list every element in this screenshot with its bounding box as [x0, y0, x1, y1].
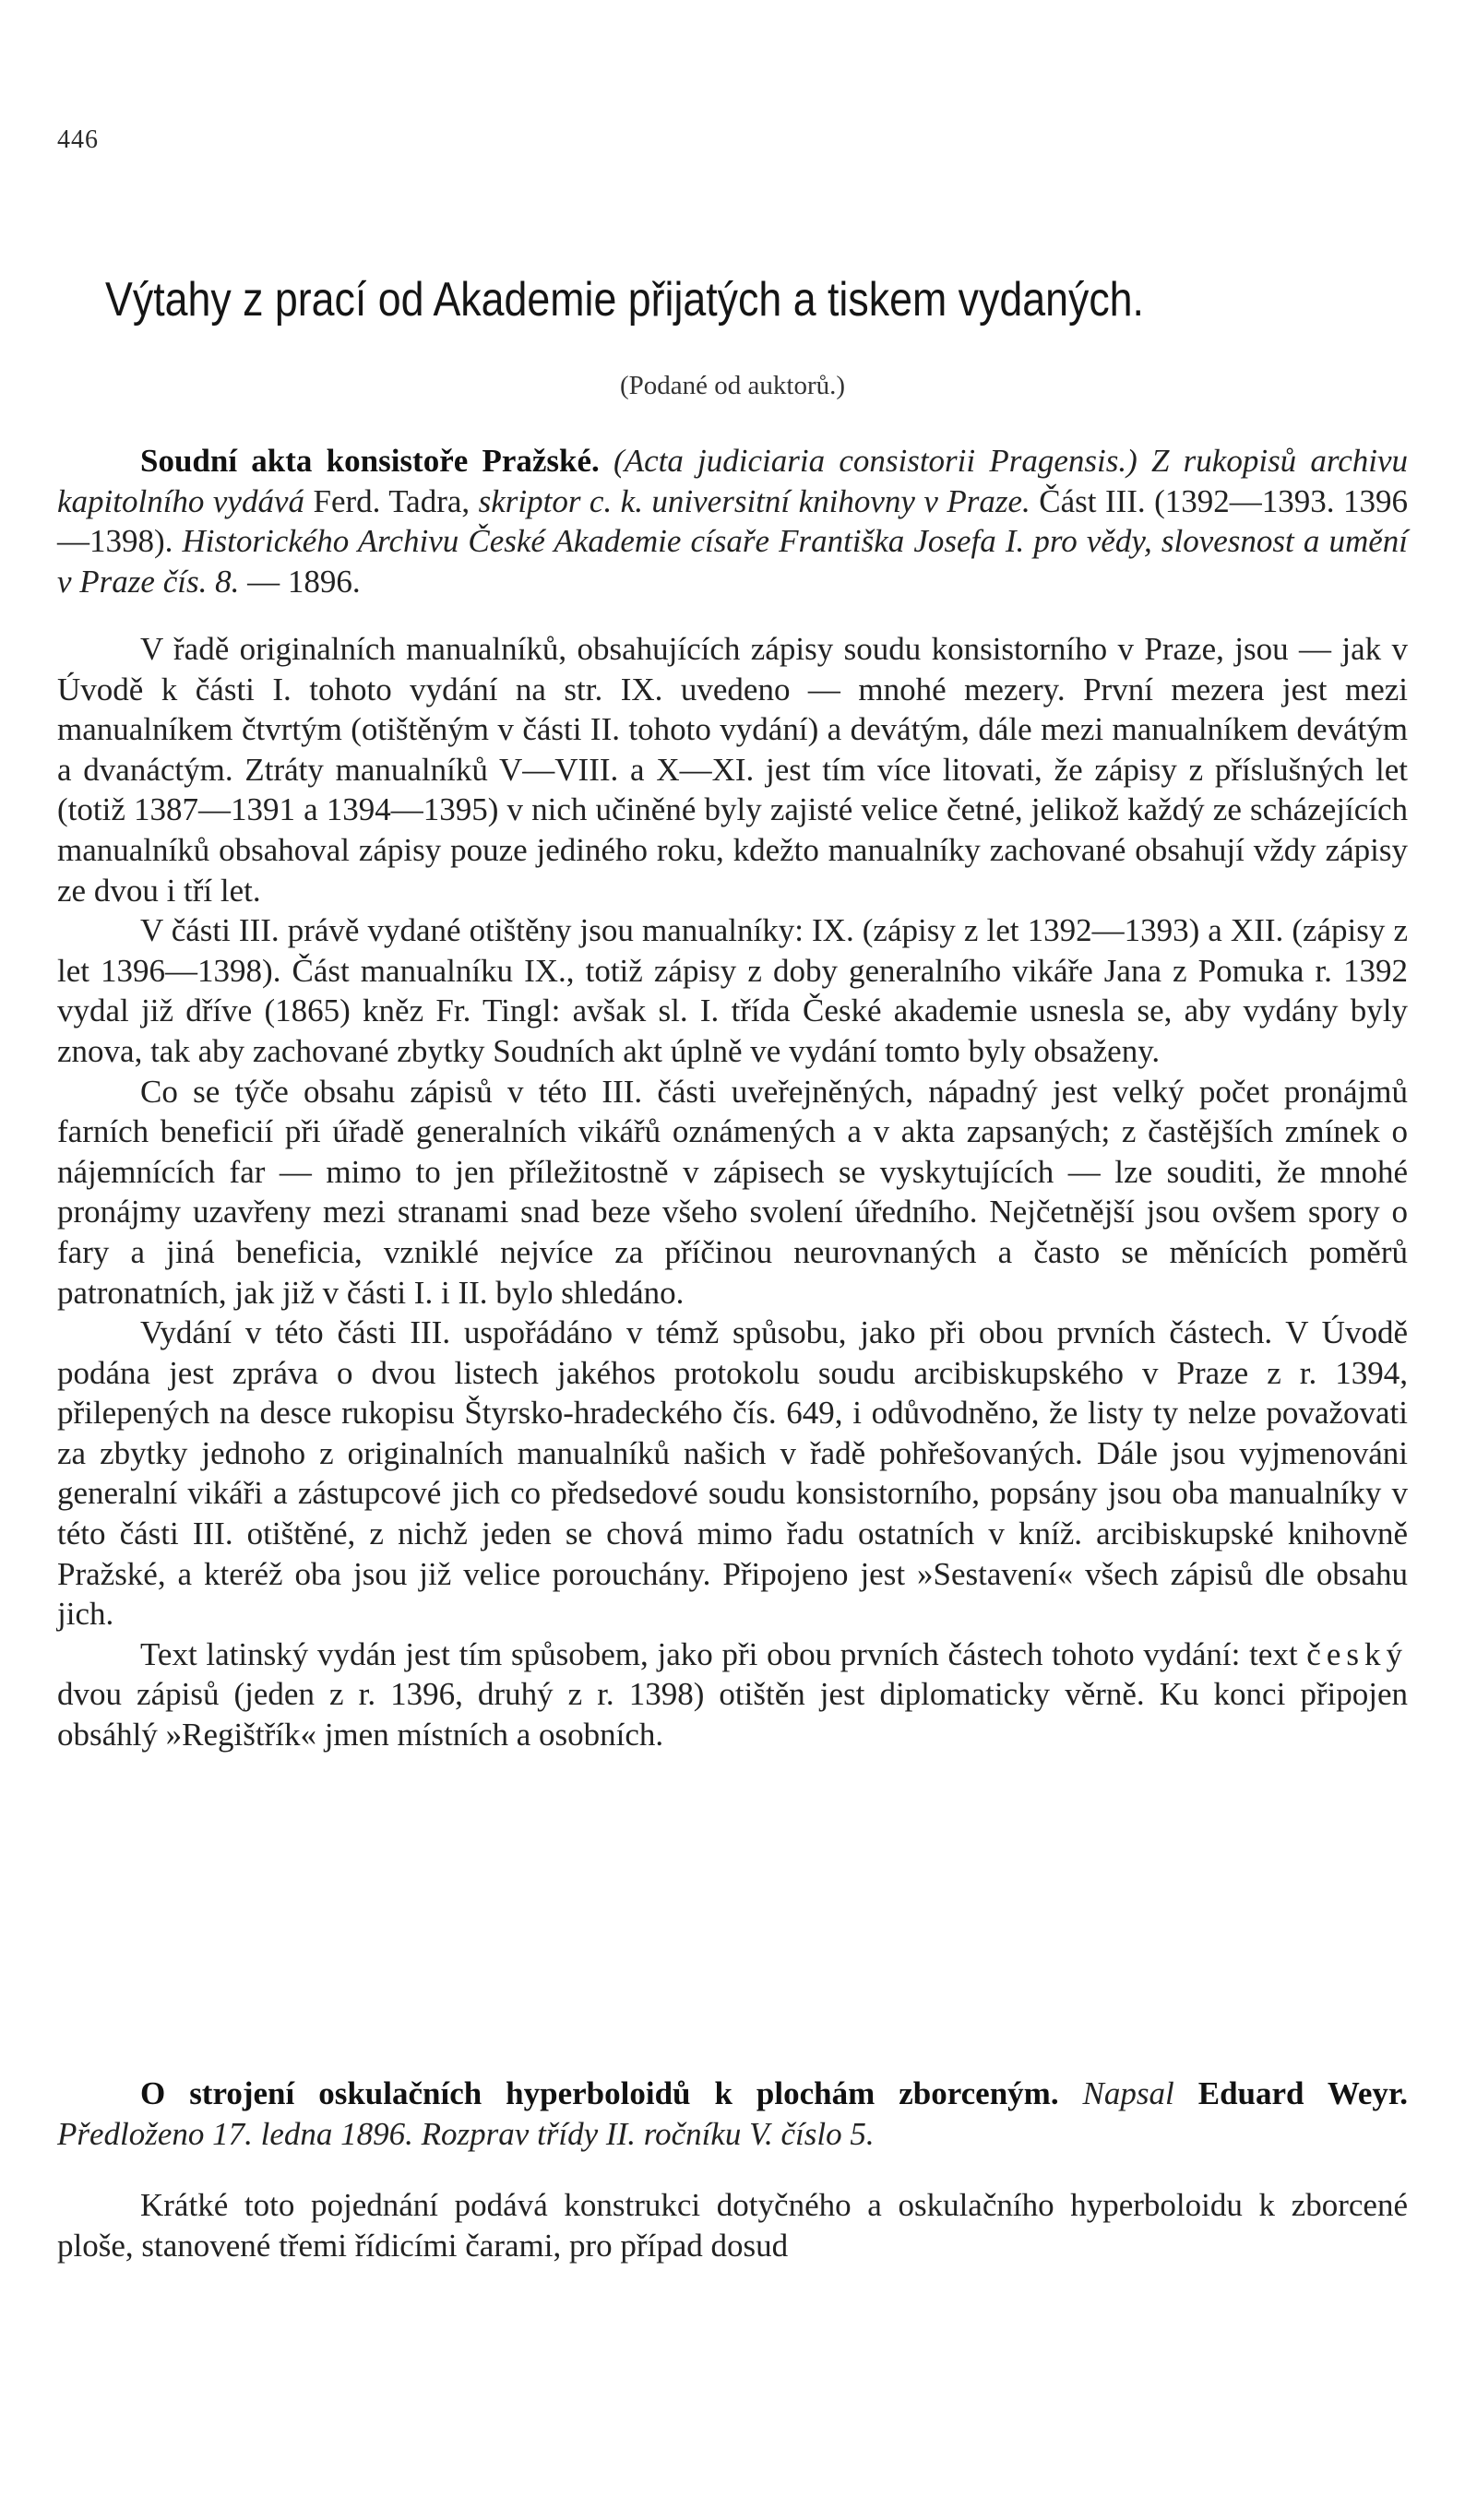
entry-soudni-akta-body [57, 629, 1408, 1755]
entry-hyperboloidy-body [57, 2185, 1408, 2265]
entry-hyperboloidy-heading [57, 2074, 1408, 2154]
paragraph-last [57, 1634, 1408, 1755]
entry-part: Část III. (1392—1393. 1396—1398). [57, 482, 1409, 560]
paragraph: V části III. právě vydané otištěny jsou manualníky: IX. (zápisy z let 1392—1393) a XII. (zápisy z let 1396—1398). Část manualníku IX., totiž zápisy z doby generalního vikáře Jana z Pomuka r. 1392 vydal již dříve (1865) kněz Fr. Tingl: avšak sl. I. třída České akademie usnesla se, aby vydány byly znova, tak aby zachované zbytky Soudních akt úplně ve vydání tomto byly obsaženy. [57, 912, 1408, 1069]
paragraph: Vydání v této části III. uspořádáno v témž spůsobu, jako při obou prvních částech. V Úvodě podána jest zpráva o dvou listech jakéhos protokolu soudu arcibiskupského v Praze z r. 1394, přilepených na desce rukopisu Štyrsko-hradeckého čís. 649, i odůvodněno, že listy ty nelze považovati za zbytky jednoho z originalních manualníků našich v řadě pohřešovaných. Dále jsou vyjmenováni generalní vikáři a zástupcové jich co předsedové soudu konsistorního, popsány jsou oba manualníky v této části III. otištěné, z nichž jeden se chová mimo řadu ostatních v kníž. arcibiskupské knihovně Pražské, a kteréž oba jsou již velice porouchány. Připojeno jest »Sestavení« všech zápisů dle obsahu jich. [57, 1314, 1408, 1633]
entry-soudni-akta-heading [57, 441, 1408, 601]
entry2-title: O strojení oskulačních hyperboloidů k plochám zborceným. [140, 2075, 1059, 2111]
entry-year: — 1896. [247, 563, 361, 600]
author-note: (Podané od auktorů.) [619, 371, 846, 400]
paragraph: Krátké toto pojednání podává konstrukci dotyčného a oskulačního hyperboloidu k zborcené ploše, stanovené třemi řídicími čarami, pro případ dosud [57, 2187, 1408, 2264]
entry-latin-title: (Acta judiciaria consistorii Pragensis.) [613, 443, 1137, 479]
entry2-author: Eduard Weyr. [1197, 2075, 1409, 2111]
paragraph-text-before: Text latinský vydán jest tím spůsobem, jako při obou prvních částech tohoto vydání: text [140, 1635, 1298, 1672]
entry2-details: Předloženo 17. ledna 1896. Rozprav třídy II. ročníku V. číslo 5. [57, 2115, 875, 2152]
paragraph-text-after: dvou zápisů (jeden z r. 1396, druhý z r. 1398) otištěn jest diplomaticky věrně. Ku konci připojen obsáhlý »Regištřík« jmen místních a osobních. [57, 1676, 1408, 1753]
paragraph: Co se týče obsahu zápisů v této III. části uveřejněných, nápadný jest velký počet pronájmů farních beneficií při úřadě generalních vikářů oznámených a v akta zapsaných; z častějších zmínek o nájemnících far — mimo to jen příležitostně v zápisech se vyskytujících — lze souditi, že mnohé pronájmy uzavřeny mezi stranami snad beze všeho svolení úředního. Nejčetnější jsou ovšem spory o fary a jiná beneficia, vzniklé nejvíce za příčinou neurovnaných a často se měnících poměrů patronatních, jak již v části I. i II. bylo shledáno. [57, 1073, 1408, 1311]
section-title: Výtahy z prací od Akademie přijatých a tiskem vydaných. [105, 273, 1144, 327]
page-number: 446 [57, 125, 99, 154]
entry-editor-role: skriptor c. k. universitní knihovny v Praze. [478, 482, 1030, 519]
entry-source: Z rukopisů archivu kapitolního vydává [57, 443, 1409, 519]
spaced-word: český [1306, 1635, 1408, 1672]
entry-series: Historického Archivu České Akademie císaře Františka Josefa I. pro vědy, slovesnost a umění v Praze čís. 8. [57, 523, 1408, 600]
entry-title: Soudní akta konsistoře Pražské. [140, 443, 600, 479]
entry-editor: Ferd. Tadra, [313, 482, 470, 519]
paragraph: V řadě originalních manualníků, obsahujících zápisy soudu konsistorního v Praze, jsou — jak v Úvodě k části I. tohoto vydání na str. IX. uvedeno — mnohé mezery. První mezera jest mezi manualníkem čtvrtým (otištěným v části II. tohoto vydání) a devátým, dále mezi manualníkem devátým a dvanáctým. Ztráty manualníků V—VIII. a X—XI. jest tím více litovati, že zápisy z příslušných let (totiž 1387—1391 a 1394—1395) v nich učiněné byly zajisté velice četné, jelikož každý ze scházejících manualníků obsahoval zápisy pouze jediného roku, kdežto manualníky zachované obsahují vždy zápisy ze dvou i tří let. [57, 631, 1408, 909]
entry2-author-prefix: Napsal [1082, 2075, 1174, 2111]
